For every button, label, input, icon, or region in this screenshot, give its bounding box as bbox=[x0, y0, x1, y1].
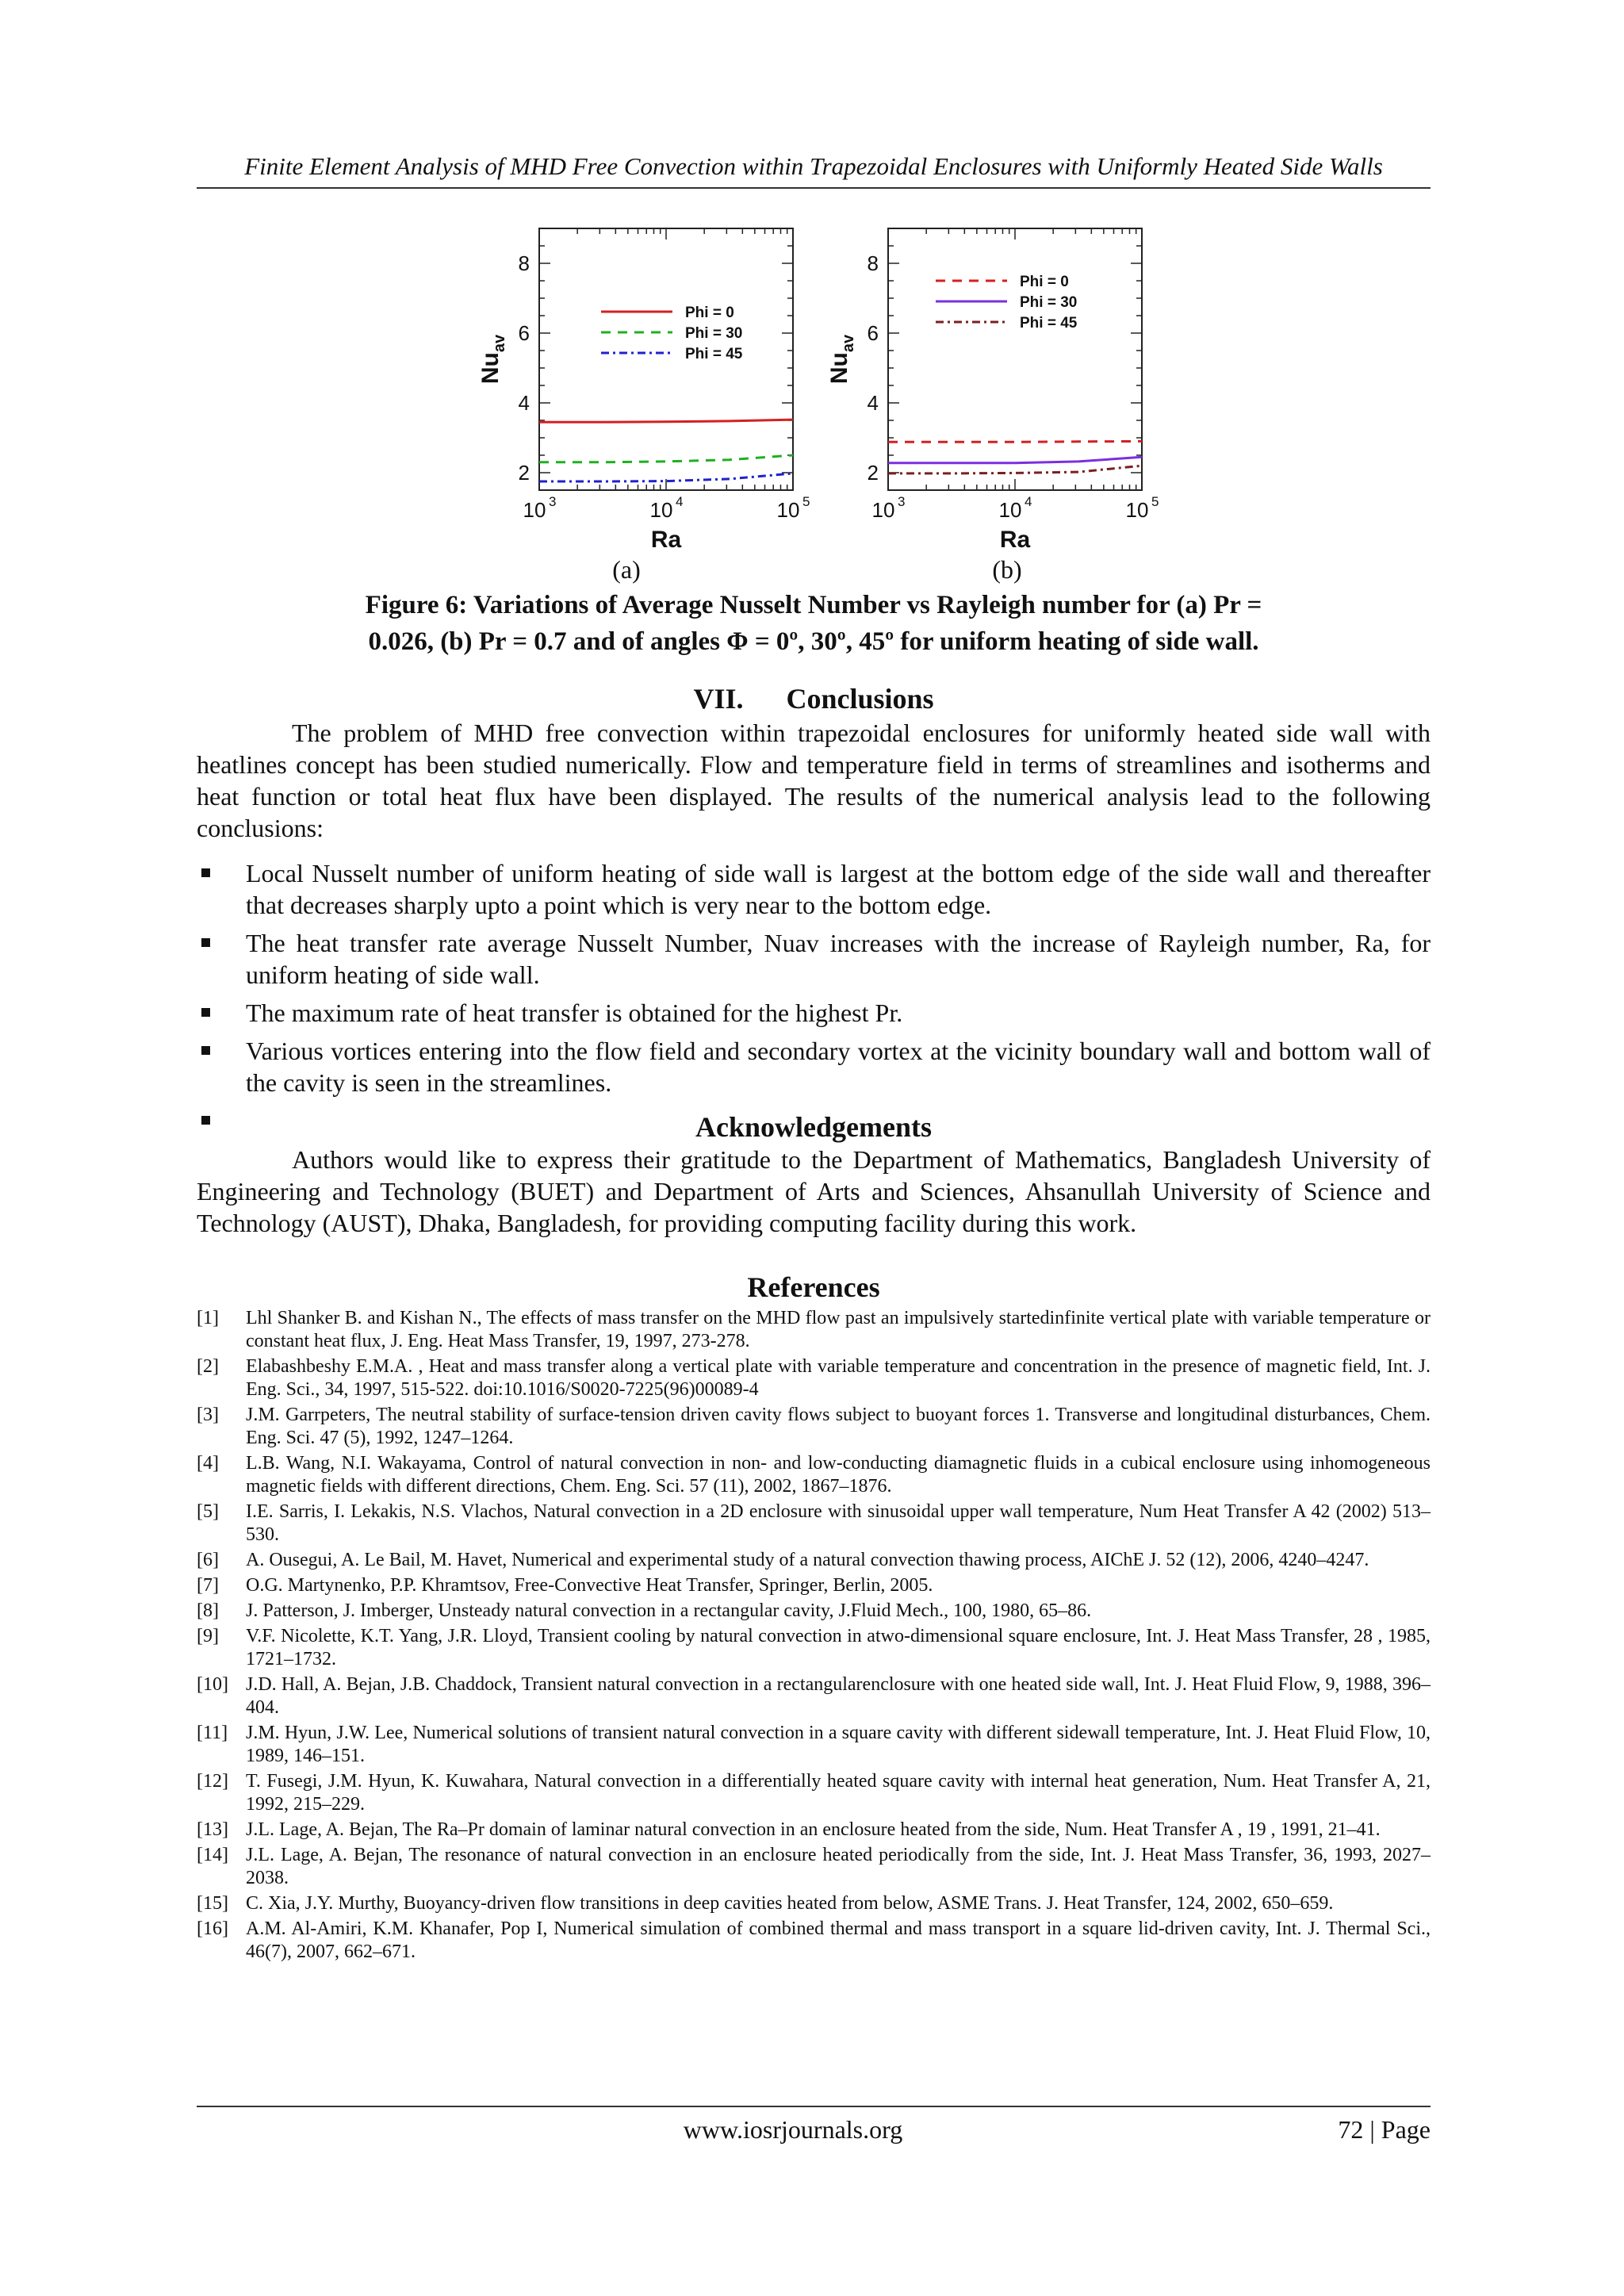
reference-item bbox=[197, 1501, 1431, 1547]
legend-label: Phi = 0 bbox=[1020, 274, 1069, 290]
conclusion-bullet bbox=[197, 927, 1431, 991]
reference-item bbox=[197, 1673, 1431, 1719]
legend-label: Phi = 45 bbox=[685, 346, 743, 362]
conclusion-bullet-text: Local Nusselt number of uniform heating of side wall is largest at the bottom edge of the side wall and thereafter that decreases sharply upto a point which is very near to the bottom edge. bbox=[246, 859, 1431, 919]
reference-item bbox=[197, 1844, 1431, 1890]
reference-text: C. Xia, J.Y. Murthy, Buoyancy-driven flow transitions in deep cavities heated from below, ASME Trans. J. Heat Transfer, 124, 2002, 650–659. bbox=[246, 1893, 1334, 1914]
reference-text: Elabashbeshy E.M.A. , Heat and mass transfer along a vertical plate with variable temperature and concentration in the presence of magnetic field, Int. J. Eng. Sci., 34, 1997, 515-522. doi:10.1016/S0020-7225(96)00089-4 bbox=[246, 1356, 1431, 1400]
reference-text: V.F. Nicolette, K.T. Yang, J.R. Lloyd, Transient cooling by natural convection in atwo-dimensional square enclosure, Int. J. Heat Mass Transfer, 28 , 1985, 1721–1732. bbox=[246, 1626, 1431, 1669]
reference-item bbox=[197, 1452, 1431, 1498]
x-tick-label: 10 bbox=[871, 498, 895, 522]
x-tick-exponent: 3 bbox=[898, 494, 906, 509]
reference-number: [8] bbox=[197, 1600, 219, 1621]
reference-number: [14] bbox=[197, 1845, 228, 1865]
reference-item bbox=[197, 1307, 1431, 1353]
reference-number: [12] bbox=[197, 1771, 228, 1792]
reference-text: A. Ousegui, A. Le Bail, M. Havet, Numerical and experimental study of a natural convection thawing process, AIChE J. 52 (12), 2006, 4240–4247. bbox=[246, 1550, 1369, 1570]
y-tick-label: 8 bbox=[518, 251, 530, 275]
legend-label: Phi = 30 bbox=[1020, 294, 1078, 311]
y-tick-label: 4 bbox=[518, 391, 530, 415]
reference-item bbox=[197, 1918, 1431, 1964]
figure-caption-line-1: Figure 6: Variations of Average Nusselt Number vs Rayleigh number for (a) Pr = bbox=[365, 591, 1262, 619]
reference-text: A.M. Al-Amiri, K.M. Khanafer, Pop I, Numerical simulation of combined thermal and mass transport in a square lid-driven cavity, Int. J. Thermal Sci., 46(7), 2007, 662–671. bbox=[246, 1918, 1431, 1962]
reference-number: [6] bbox=[197, 1550, 219, 1570]
bullet-square-icon bbox=[201, 1046, 210, 1055]
y-axis-label-subscript: av bbox=[840, 334, 857, 353]
acknowledgements-text bbox=[197, 1144, 1431, 1239]
reference-number: [10] bbox=[197, 1674, 228, 1695]
conclusions-intro bbox=[197, 717, 1431, 844]
y-axis-label-group bbox=[826, 334, 857, 384]
reference-number: [5] bbox=[197, 1501, 219, 1522]
y-tick-label: 2 bbox=[867, 461, 879, 485]
header-rule bbox=[197, 187, 1431, 189]
bullet-square-icon bbox=[201, 1008, 210, 1017]
reference-text: J.L. Lage, A. Bejan, The Ra–Pr domain of laminar natural convection in an enclosure heated from the side, Num. Heat Transfer A , 19 , 1991, 21–41. bbox=[246, 1819, 1381, 1840]
panel-b-label: (b) bbox=[992, 555, 1022, 584]
reference-item bbox=[197, 1574, 1431, 1597]
reference-number: [4] bbox=[197, 1453, 219, 1474]
reference-text: J.D. Hall, A. Bejan, J.B. Chaddock, Transient natural convection in a rectangularenclosure with one heated side wall, Int. J. Heat Fluid Flow, 9, 1988, 396–404. bbox=[246, 1674, 1431, 1718]
y-tick-label: 6 bbox=[867, 321, 879, 345]
reference-item bbox=[197, 1819, 1431, 1842]
figure-caption bbox=[197, 587, 1431, 660]
reference-number: [2] bbox=[197, 1356, 219, 1377]
reference-text: J.M. Hyun, J.W. Lee, Numerical solutions of transient natural convection in a square cavity with different sidewall temperature, Int. J. Heat Fluid Flow, 10, 1989, 146–151. bbox=[246, 1723, 1431, 1766]
reference-text: O.G. Martynenko, P.P. Khramtsov, Free-Convective Heat Transfer, Springer, Berlin, 2005. bbox=[246, 1575, 933, 1596]
reference-item bbox=[197, 1722, 1431, 1768]
x-tick-exponent: 3 bbox=[549, 494, 557, 509]
reference-number: [3] bbox=[197, 1405, 219, 1425]
y-tick-label: 8 bbox=[867, 251, 879, 275]
y-tick-label: 2 bbox=[518, 461, 530, 485]
reference-number: [7] bbox=[197, 1575, 219, 1596]
conclusions-heading: VII. Conclusions bbox=[693, 683, 934, 715]
figure-caption-line-2: 0.026, (b) Pr = 0.7 and of angles Φ = 0º, 30º, 45º for uniform heating of side wall. bbox=[368, 627, 1259, 656]
reference-number: [16] bbox=[197, 1918, 228, 1939]
y-axis-label-main: Nu bbox=[826, 352, 852, 385]
reference-text: T. Fusegi, J.M. Hyun, K. Kuwahara, Natural convection in a differentially heated square cavity with internal heat generation, Num. Heat Transfer A, 21, 1992, 215–229. bbox=[246, 1771, 1431, 1815]
reference-text: J. Patterson, J. Imberger, Unsteady natural convection in a rectangular cavity, J.Fluid Mech., 100, 1980, 65–86. bbox=[246, 1600, 1092, 1621]
footer-website: www.iosrjournals.org bbox=[683, 2115, 903, 2144]
reference-number: [1] bbox=[197, 1308, 219, 1328]
bullet-square-icon bbox=[201, 938, 210, 947]
reference-text: L.B. Wang, N.I. Wakayama, Control of natural convection in non- and low-conducting diamagnetic fluids in a cubical enclosure using inhomogeneous magnetic fields with different directions, Chem. Eng. Sci. 57 (11), 2002, 1867–1876. bbox=[246, 1453, 1431, 1497]
reference-number: [9] bbox=[197, 1626, 219, 1646]
bullet-square-icon bbox=[201, 868, 210, 877]
reference-text: J.M. Garrpeters, The neutral stability of surface-tension driven cavity flows subject to buoyant forces 1. Transverse and longitudinal disturbances, Chem. Eng. Sci. 47 (5), 1992, 1247–1264. bbox=[246, 1405, 1431, 1448]
acknowledgements-body: Authors would like to express their gratitude to the Department of Mathematics, Bangladesh University of Engineering and Technology (BUET) and Department of Arts and Sciences, Ahsanullah University of Science and Technology (AUST), Dhaka, Bangladesh, for providing computing facility during this work. bbox=[197, 1145, 1431, 1237]
reference-item bbox=[197, 1770, 1431, 1816]
reference-item bbox=[197, 1892, 1431, 1915]
legend-label: Phi = 0 bbox=[685, 305, 734, 321]
y-axis-label bbox=[477, 334, 508, 384]
x-axis-label: Ra bbox=[999, 527, 1031, 553]
chart-panel-a bbox=[460, 222, 817, 555]
x-axis-label: Ra bbox=[650, 527, 682, 553]
reference-text: J.L. Lage, A. Bejan, The resonance of natural convection in an enclosure heated periodically from the side, Int. J. Heat Mass Transfer, 36, 1993, 2027–2038. bbox=[246, 1845, 1431, 1888]
plot-frame bbox=[888, 228, 1142, 490]
footer-page-number: 72 | Page bbox=[1338, 2115, 1431, 2144]
reference-number: [13] bbox=[197, 1819, 228, 1840]
conclusion-bullet bbox=[197, 857, 1431, 921]
legend-label: Phi = 45 bbox=[1020, 315, 1078, 332]
x-tick-label: 10 bbox=[649, 498, 673, 522]
reference-item bbox=[197, 1625, 1431, 1671]
conclusion-bullet-text: The heat transfer rate average Nusselt Number, Nuav increases with the increase of Rayleigh number, Ra, for uniform heating of side wall. bbox=[246, 929, 1431, 989]
reference-item bbox=[197, 1600, 1431, 1623]
panel-a-label: (a) bbox=[612, 555, 641, 584]
reference-item bbox=[197, 1549, 1431, 1572]
conclusions-intro-text: The problem of MHD free convection within trapezoidal enclosures for uniformly heated side wall with heatlines concept has been studied numerically. Flow and temperature field in terms of streamlines and isotherms and heat function or total heat flux have been displayed. The results of the numerical analysis lead to the following conclusions: bbox=[197, 719, 1431, 842]
conclusion-bullet-text: Various vortices entering into the flow field and secondary vortex at the vicinity boundary wall and bottom wall of the cavity is seen in the streamlines. bbox=[246, 1037, 1431, 1097]
plot-frame bbox=[539, 228, 793, 490]
acknowledgements-heading: Acknowledgements bbox=[695, 1111, 932, 1143]
reference-text: I.E. Sarris, I. Lekakis, N.S. Vlachos, Natural convection in a 2D enclosure with sinusoidal upper wall temperature, Num Heat Transfer A 42 (2002) 513–530. bbox=[246, 1501, 1431, 1545]
legend-label: Phi = 30 bbox=[685, 325, 743, 342]
conclusion-bullet bbox=[197, 1035, 1431, 1098]
conclusion-bullet-text: The maximum rate of heat transfer is obtained for the highest Pr. bbox=[246, 999, 903, 1027]
chart-panel-b bbox=[809, 222, 1166, 555]
footer-rule bbox=[197, 2106, 1431, 2107]
x-tick-exponent: 4 bbox=[676, 494, 684, 509]
x-tick-exponent: 5 bbox=[1151, 494, 1159, 509]
conclusions-list bbox=[197, 857, 1431, 1143]
references-list bbox=[197, 1307, 1431, 1966]
x-tick-label: 10 bbox=[523, 498, 546, 522]
reference-number: [15] bbox=[197, 1893, 228, 1914]
reference-item bbox=[197, 1404, 1431, 1450]
x-tick-label: 10 bbox=[998, 498, 1022, 522]
reference-number: [11] bbox=[197, 1723, 228, 1743]
y-axis-label-subscript: av bbox=[491, 334, 508, 353]
references-heading: References bbox=[747, 1271, 880, 1303]
x-tick-exponent: 4 bbox=[1025, 494, 1032, 509]
x-tick-label: 10 bbox=[776, 498, 800, 522]
conclusion-bullet bbox=[197, 997, 1431, 1029]
y-axis-label-group bbox=[477, 334, 508, 384]
y-axis-label bbox=[826, 334, 857, 384]
y-tick-label: 6 bbox=[518, 321, 530, 345]
x-tick-exponent: 5 bbox=[802, 494, 810, 509]
y-axis-label-main: Nu bbox=[477, 352, 504, 385]
y-tick-label: 4 bbox=[867, 391, 879, 415]
x-tick-label: 10 bbox=[1125, 498, 1149, 522]
reference-item bbox=[197, 1355, 1431, 1401]
reference-text: Lhl Shanker B. and Kishan N., The effects of mass transfer on the MHD flow past an impulsively startedinfinite vertical plate with variable temperature or constant heat flux, J. Eng. Heat Mass Transfer, 19, 1997, 273-278. bbox=[246, 1308, 1431, 1351]
running-header: Finite Element Analysis of MHD Free Convection within Trapezoidal Enclosures with Uniformly Heated Side Walls bbox=[244, 152, 1383, 180]
